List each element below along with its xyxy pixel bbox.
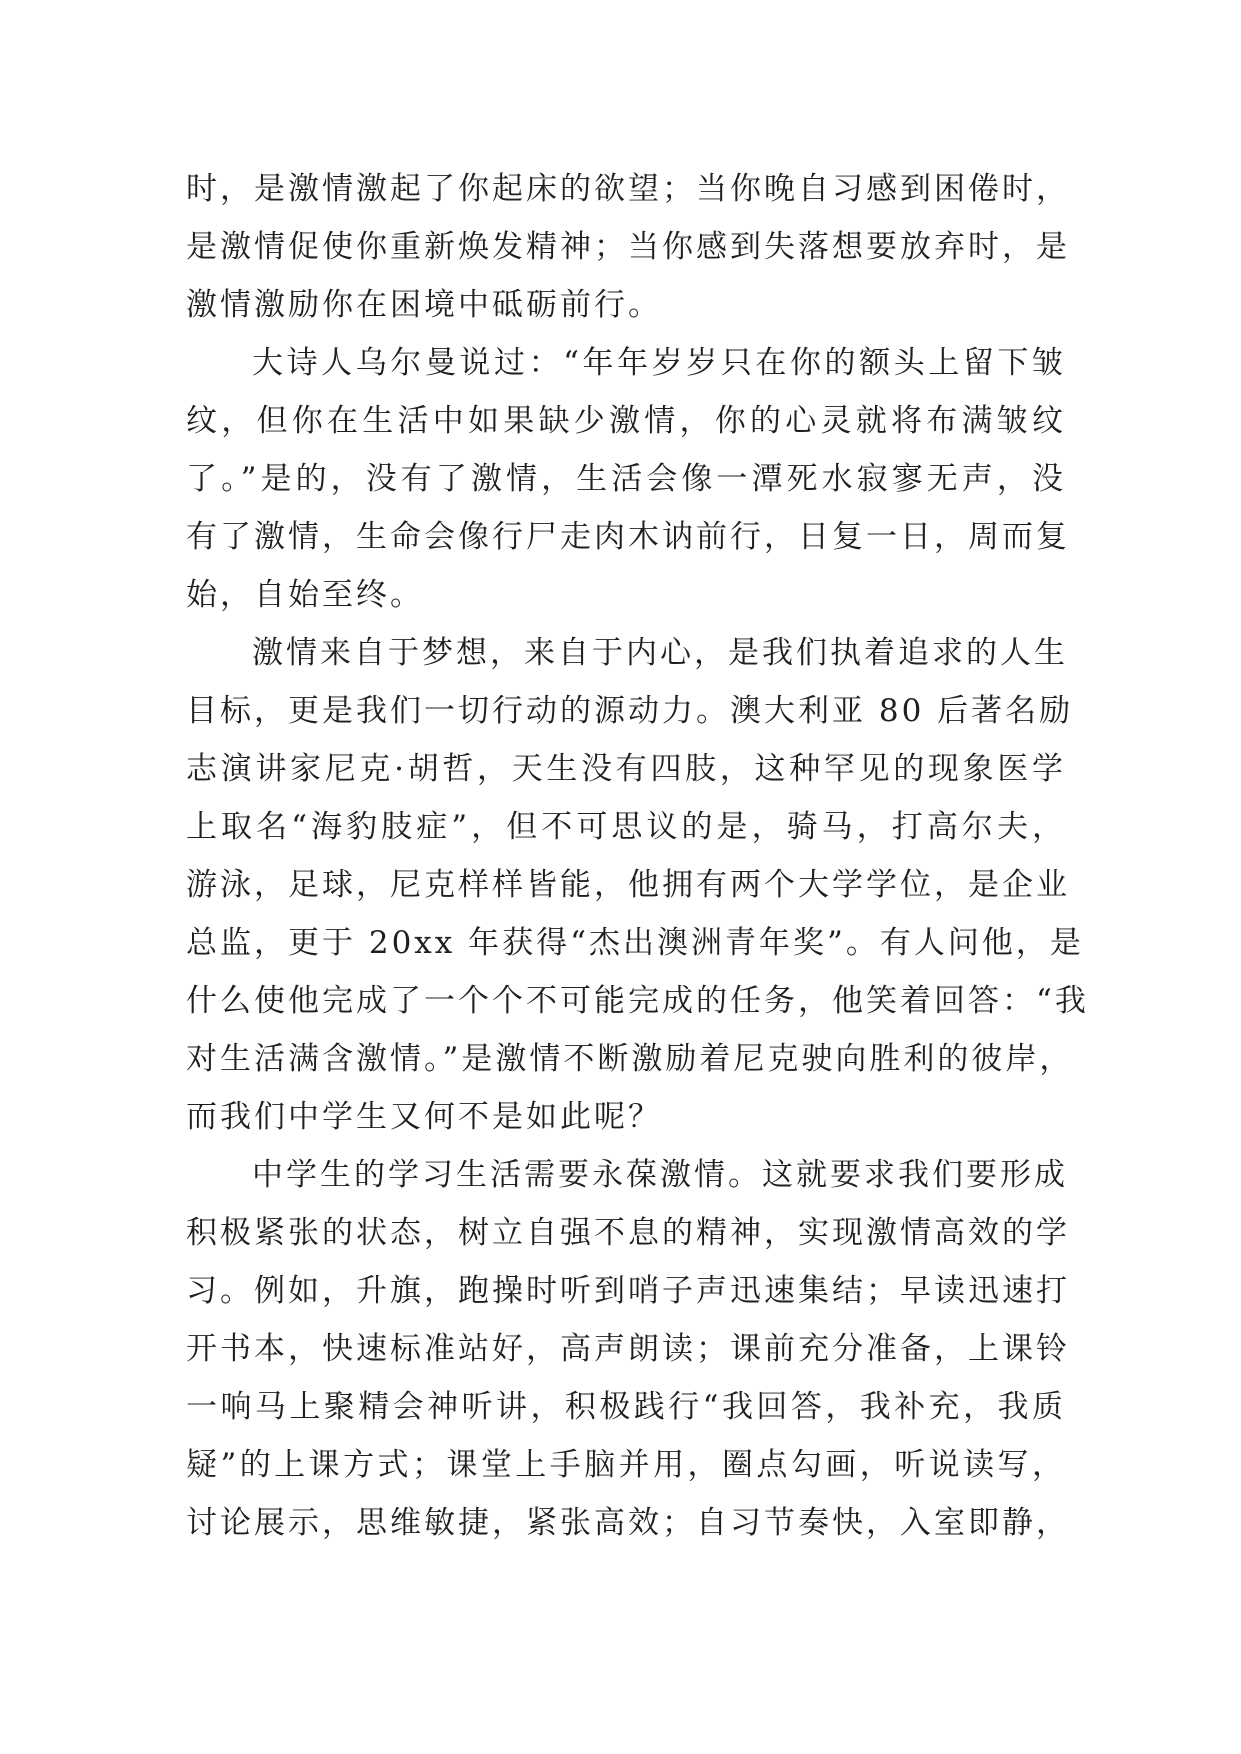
text-line: 游泳，足球，尼克样样皆能，他拥有两个大学学位，是企业 (186, 867, 1070, 903)
text-line: 激情激励你在困境中砥砺前行。 (186, 287, 662, 323)
text-line: 中学生的学习生活需要永葆激情。这就要求我们要形成 (252, 1157, 1068, 1193)
text-line: 志演讲家尼克·胡哲，天生没有四肢，这种罕见的现象医学 (186, 751, 1066, 787)
text-line: 激情来自于梦想，来自于内心，是我们执着追求的人生 (252, 635, 1068, 671)
text-line: 开书本，快速标准站好，高声朗读；课前充分准备，上课铃 (186, 1331, 1070, 1367)
text-line: 讨论展示，思维敏捷，紧张高效；自习节奏快，入室即静， (186, 1505, 1070, 1541)
text-line: 大诗人乌尔曼说过：“年年岁岁只在你的额头上留下皱 (252, 345, 1066, 381)
text-line: 疑”的上课方式；课堂上手脑并用，圈点勾画，听说读写， (186, 1447, 1066, 1483)
text-line: 一响马上聚精会神听讲，积极践行“我回答，我补充，我质 (186, 1389, 1066, 1425)
text-line: 有了激情，生命会像行尸走肉木讷前行，日复一日，周而复 (186, 519, 1070, 555)
text-line: 上取名“海豹肢症”，但不可思议的是，骑马，打高尔夫， (186, 809, 1066, 845)
text-line: 始，自始至终。 (186, 577, 424, 613)
text-line: 什么使他完成了一个个不可能完成的任务，他笑着回答：“我 (186, 983, 1089, 1019)
text-line: 了。”是的，没有了激情，生活会像一潭死水寂寥无声，没 (186, 461, 1066, 497)
text-line: 对生活满含激情。”是激情不断激励着尼克驶向胜利的彼岸， (186, 1041, 1074, 1077)
text-line: 而我们中学生又何不是如此呢？ (186, 1099, 662, 1135)
body-text (186, 160, 1089, 1552)
text-line: 总监，更于 20xx 年获得“杰出澳洲青年奖”。有人问他，是 (186, 925, 1084, 961)
text-line: 时，是激情激起了你起床的欲望；当你晚自习感到困倦时， (186, 171, 1070, 207)
text-line: 积极紧张的状态，树立自强不息的精神，实现激情高效的学 (186, 1215, 1070, 1251)
text-line: 纹，但你在生活中如果缺少激情，你的心灵就将布满皱纹 (186, 403, 1066, 439)
text-line: 目标，更是我们一切行动的源动力。澳大利亚 80 后著名励 (186, 693, 1074, 729)
text-line: 是激情促使你重新焕发精神；当你感到失落想要放弃时，是 (186, 229, 1070, 265)
text-line: 习。例如，升旗，跑操时听到哨子声迅速集结；早读迅速打 (186, 1273, 1070, 1309)
